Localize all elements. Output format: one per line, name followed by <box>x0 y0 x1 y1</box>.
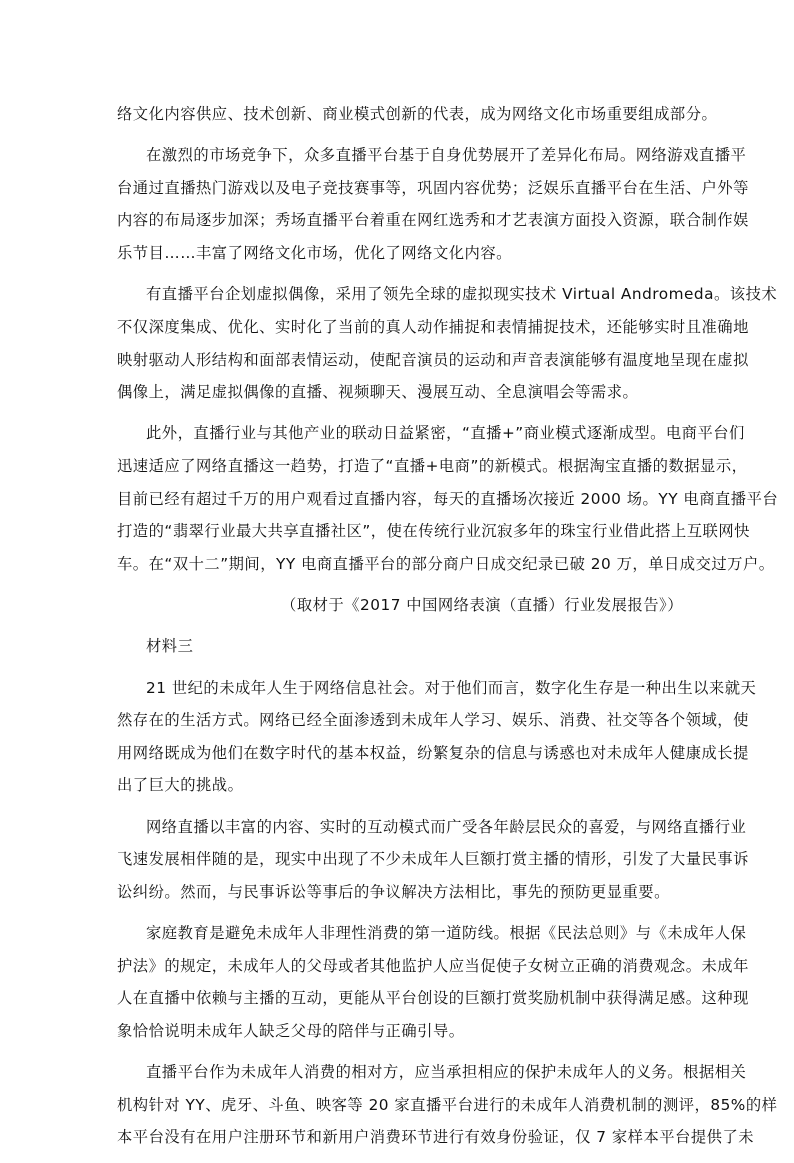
text-line: 不仅深度集成、优化、实时化了当前的真人动作捕捉和表情捕捉技术，还能够实时且准确地 <box>117 317 749 336</box>
text-line: 偶像上，满足虚拟偶像的直播、视频聊天、漫展互动、全息演唱会等需求。 <box>117 383 639 402</box>
text-line: 映射驱动人形结构和面部表情运动，使配音演员的运动和声音表演能够有温度地呈现在虚拟 <box>117 350 749 369</box>
text-line: 家庭教育是避免未成年人非理性消费的第一道防线。根据《民法总则》与《未成年人保 <box>146 924 747 943</box>
text-line: 目前已经有超过千万的用户观看过直播内容，每天的直播场次接近 2000 场。YY 电商直播平台 <box>117 489 779 508</box>
text-line: 直播平台作为未成年人消费的相对方，应当承担相应的保护未成年人的义务。根据相关 <box>146 1063 747 1082</box>
text-line: 本平台没有在用户注册环节和新用户消费环节进行有效身份验证，仅 7 家样本平台提供了未 <box>117 1128 755 1147</box>
section-heading-block <box>117 630 689 663</box>
paragraph-platform-duty <box>117 1056 778 1154</box>
text-line: 在激烈的市场竞争下，众多直播平台基于自身优势展开了差异化布局。网络游戏直播平 <box>146 146 747 165</box>
source-citation-block <box>117 589 689 622</box>
text-line: 络文化内容供应、技术创新、商业模式创新的代表，成为网络文化市场重要组成部分。 <box>117 105 718 123</box>
paragraph-family-education <box>117 917 749 1047</box>
section-heading: 材料三 <box>146 637 194 656</box>
text-line: 车。在“双十二”期间，YY 电商直播平台的部分商户日成交纪录已破 20 万，单日成交过万户。 <box>117 554 775 573</box>
text-line: 出了巨大的挑战。 <box>117 776 244 795</box>
text-line: 护法》的规定，未成年人的父母或者其他监护人应当促使子女树立正确的消费观念。未成年 <box>117 956 749 975</box>
document-body <box>117 98 779 1163</box>
paragraph-continuation <box>117 98 718 131</box>
text-line: 用网络既成为他们在数字时代的基本权益，纷繁复杂的信息与诱惑也对未成年人健康成长提 <box>117 743 749 762</box>
text-line: 飞速发展相伴随的是，现实中出现了不少未成年人巨额打赏主播的情形，引发了大量民事诉 <box>117 850 749 869</box>
text-line: 21 世纪的未成年人生于网络信息社会。对于他们而言，数字化生存是一种出生以来就天 <box>146 678 757 697</box>
paragraph-tipping-disputes <box>117 811 749 909</box>
text-line: 此外，直播行业与其他产业的联动日益紧密，“直播+”商业模式逐渐成型。电商平台们 <box>146 424 745 443</box>
text-line: 乐节目……丰富了网络文化市场，优化了网络文化内容。 <box>117 244 512 263</box>
text-line: 机构针对 YY、虎牙、斗鱼、映客等 20 家直播平台进行的未成年人消费机制的测评，85%的样 <box>117 1095 778 1114</box>
text-line: 网络直播以丰富的内容、实时的互动模式而广受各年龄层民众的喜爱，与网络直播行业 <box>146 817 747 836</box>
text-line: 人在直播中依赖与主播的互动，更能从平台创设的巨额打赏奖励机制中获得满足感。这种现 <box>117 989 749 1008</box>
text-line: 内容的布局逐步加深；秀场直播平台着重在网红选秀和才艺表演方面投入资源，联合制作娱 <box>117 211 749 230</box>
text-line: 然存在的生活方式。网络已经全面渗透到未成年人学习、娱乐、消费、社交等各个领域，使 <box>117 711 749 730</box>
paragraph-virtual-idol <box>117 278 778 408</box>
text-line: 象恰恰说明未成年人缺乏父母的陪伴与正确引导。 <box>117 1021 465 1040</box>
text-line: 迅速适应了网络直播这一趋势，打造了“直播+电商”的新模式。根据淘宝直播的数据显示， <box>117 457 748 475</box>
text-line: 打造的“翡翠行业最大共享直播社区”，使在传统行业沉寂多年的珠宝行业借此搭上互联网快 <box>117 522 750 541</box>
text-line: 台通过直播热门游戏以及电子竞技赛事等，巩固内容优势；泛娱乐直播平台在生活、户外等 <box>117 178 749 197</box>
text-line: 有直播平台企划虚拟偶像，采用了领先全球的虚拟现实技术 Virtual Andromeda。该技术 <box>146 285 778 304</box>
paragraph-market-competition <box>117 139 749 269</box>
source-citation: （取材于《2017 中国网络表演（直播）行业发展报告》） <box>281 596 683 615</box>
paragraph-live-commerce <box>117 417 779 580</box>
text-line: 讼纠纷。然而，与民事诉讼等事后的争议解决方法相比，事先的预防更显重要。 <box>117 882 670 901</box>
paragraph-minors-digital-life <box>117 672 757 802</box>
